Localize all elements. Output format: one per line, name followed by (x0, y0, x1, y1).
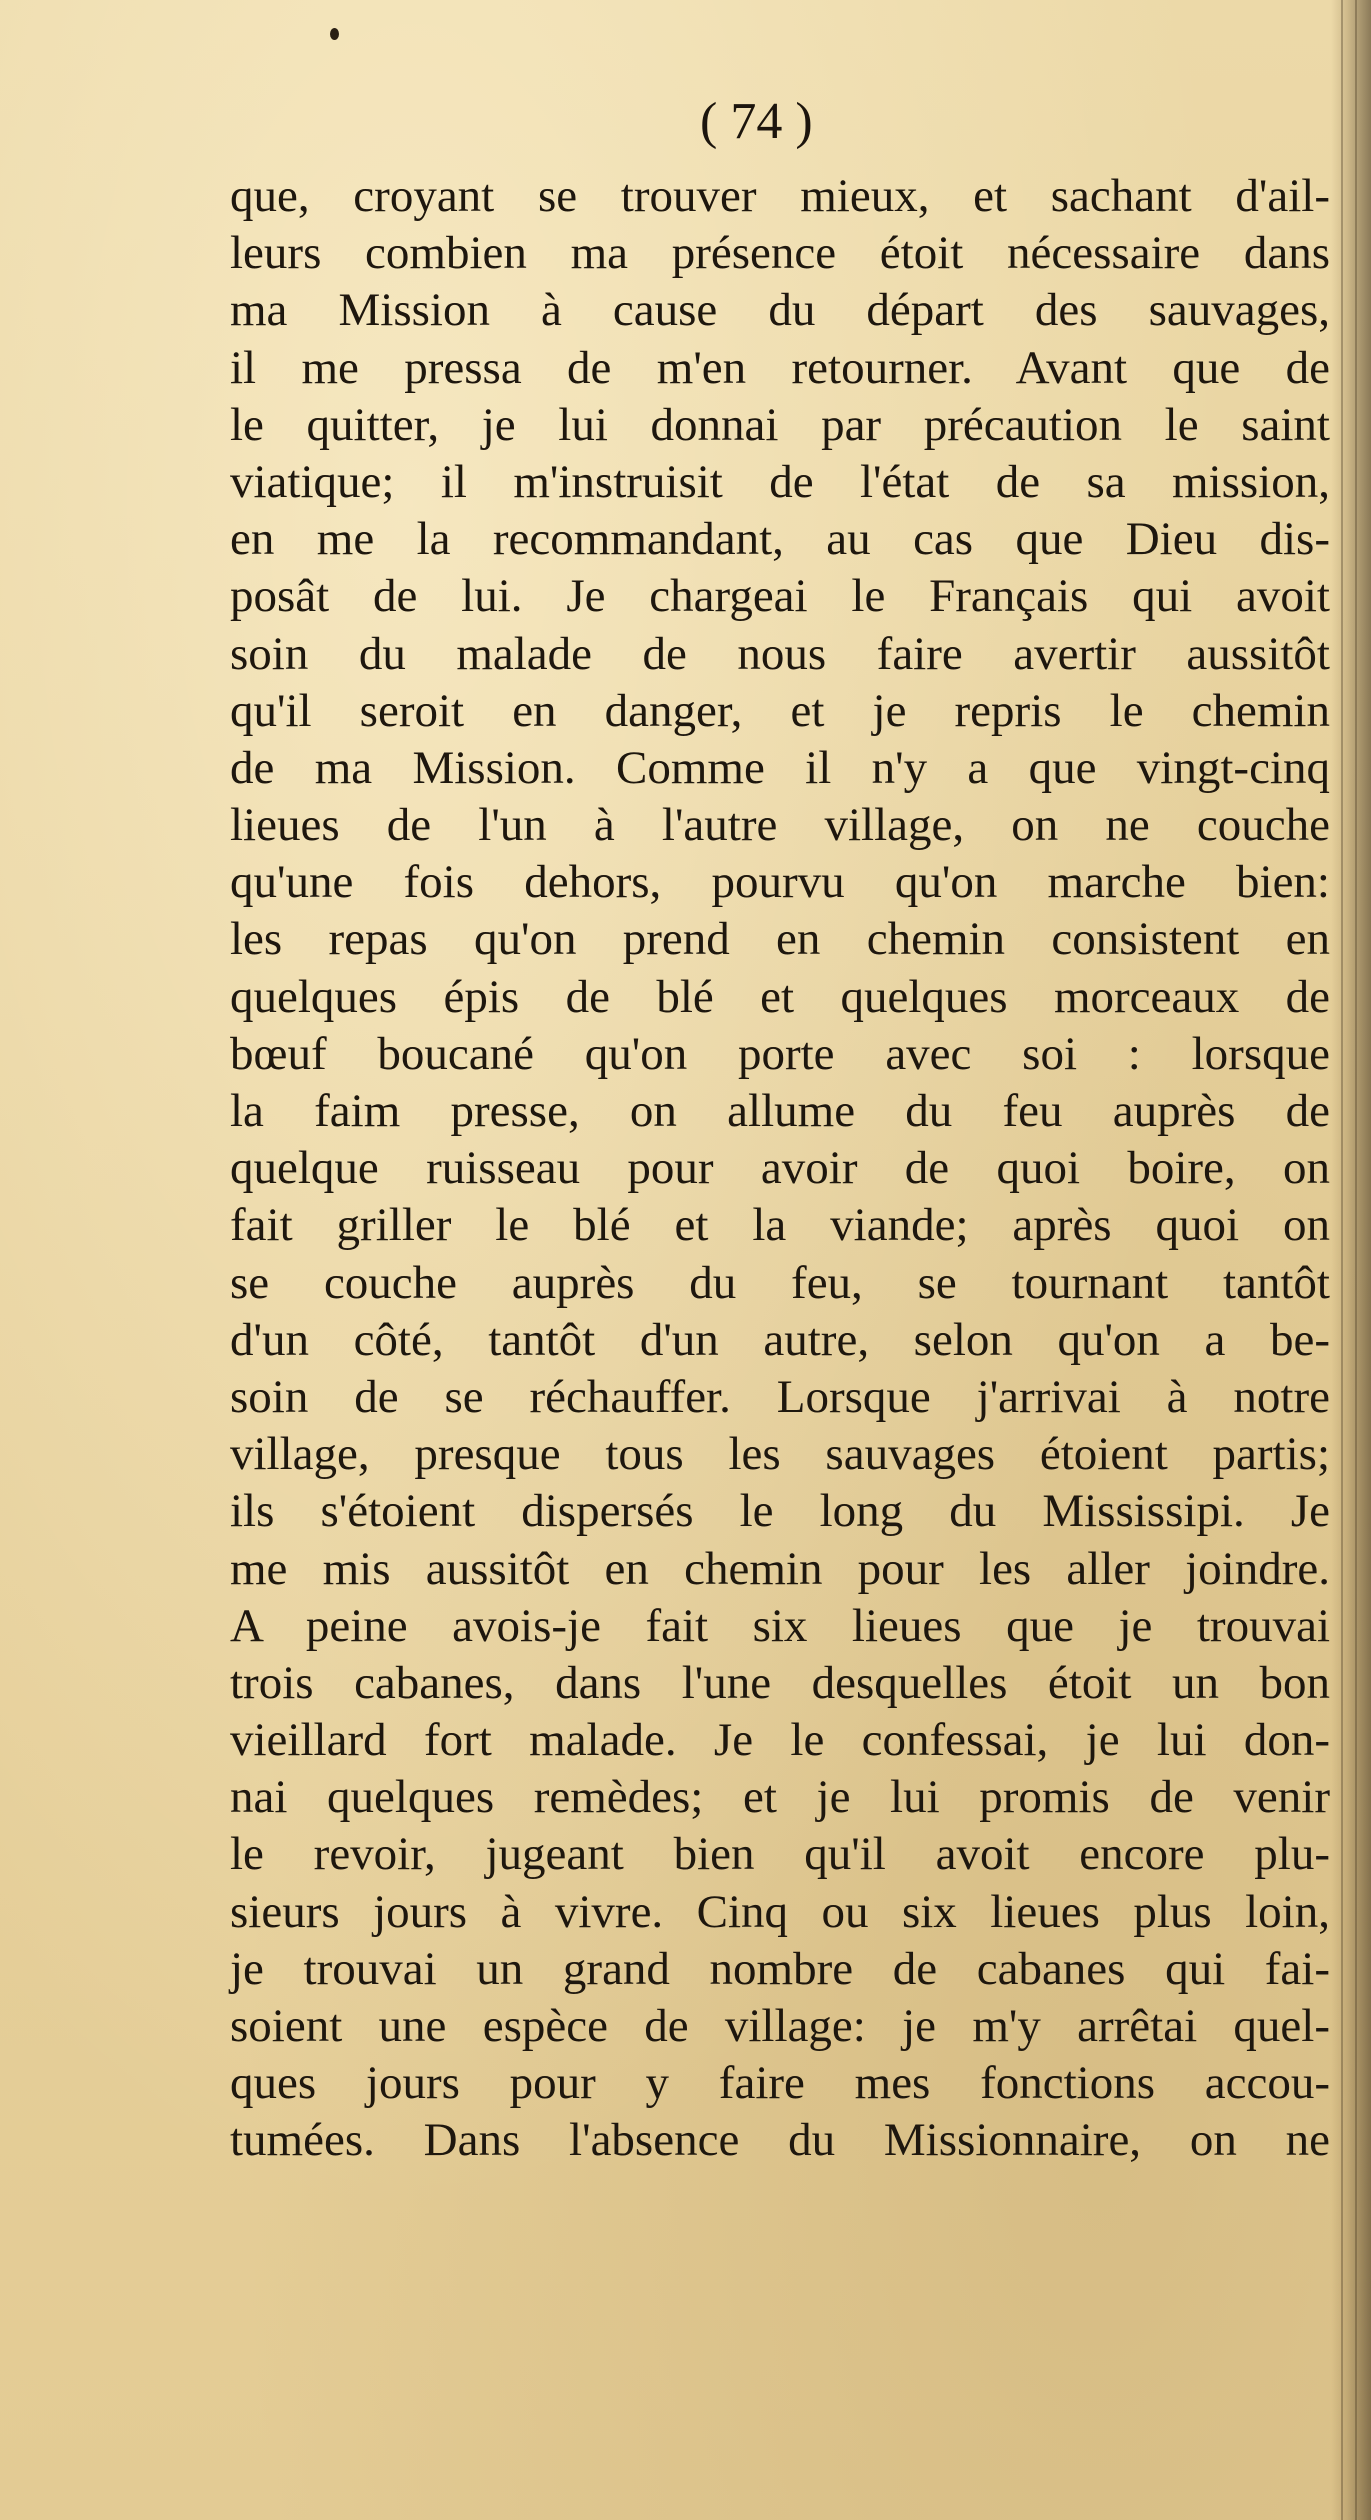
text-line: fait griller le blé et la viande; après quoi on (230, 1199, 1330, 1252)
text-line: il me pressa de m'en retourner. Avant que de (230, 341, 1330, 394)
text-line: village, presque tous les sauvages étoient partis; (230, 1428, 1330, 1481)
text-line: quelque ruisseau pour avoir de quoi boire, on (230, 1142, 1330, 1195)
text-line: qu'une fois dehors, pourvu qu'on marche bien: (230, 856, 1330, 909)
text-line: nai quelques remèdes; et je lui promis de venir (230, 1771, 1330, 1824)
text-line: viatique; il m'instruisit de l'état de sa mission, (230, 455, 1330, 508)
text-line: leurs combien ma présence étoit nécessaire dans (230, 227, 1330, 280)
ink-speck (330, 28, 339, 40)
text-line: posât de lui. Je chargeai le Français qui avoit (230, 570, 1330, 623)
text-line: A peine avois-je fait six lieues que je trouvai (230, 1599, 1330, 1652)
text-line: vieillard fort malade. Je le confessai, je lui don- (230, 1714, 1330, 1767)
text-line: trois cabanes, dans l'une desquelles étoit un bon (230, 1656, 1330, 1709)
text-line: se couche auprès du feu, se tournant tantôt (230, 1256, 1330, 1309)
text-line: le revoir, jugeant bien qu'il avoit encore plu- (230, 1828, 1330, 1881)
text-line: le quitter, je lui donnai par précaution le saint (230, 398, 1330, 451)
text-line: de ma Mission. Comme il n'y a que vingt-cinq (230, 741, 1330, 794)
text-line: lieues de l'un à l'autre village, on ne couche (230, 799, 1330, 852)
text-line: ques jours pour y faire mes fonctions accou- (230, 2057, 1330, 2110)
page-edge-shadow (1331, 0, 1371, 2520)
text-line: bœuf boucané qu'on porte avec soi : lorsque (230, 1027, 1330, 1080)
body-text (230, 168, 1330, 2170)
text-line: me mis aussitôt en chemin pour les aller joindre. (230, 1542, 1330, 1595)
text-line: soin du malade de nous faire avertir aussitôt (230, 627, 1330, 680)
text-line: d'un côté, tantôt d'un autre, selon qu'on a be- (230, 1313, 1330, 1366)
text-line: les repas qu'on prend en chemin consistent en (230, 913, 1330, 966)
text-line: quelques épis de blé et quelques morceaux de (230, 970, 1330, 1023)
text-line: soin de se réchauffer. Lorsque j'arrivai à notre (230, 1370, 1330, 1423)
text-line: je trouvai un grand nombre de cabanes qui fai- (230, 1942, 1330, 1995)
page-number: ( 74 ) (700, 93, 813, 150)
text-line: en me la recommandant, au cas que Dieu dis- (230, 513, 1330, 566)
text-line: la faim presse, on allume du feu auprès de (230, 1085, 1330, 1137)
page-edge-line (1341, 0, 1343, 2520)
page-edge-line (1355, 0, 1357, 2520)
text-line: ma Mission à cause du départ des sauvages, (230, 284, 1330, 337)
text-line: qu'il seroit en danger, et je repris le chemin (230, 684, 1330, 737)
text-line: ils s'étoient dispersés le long du Mississipi. Je (230, 1485, 1330, 1538)
text-line: soient une espèce de village: je m'y arrêtai quel- (230, 2000, 1330, 2052)
text-line: tumées. Dans l'absence du Missionnaire, on ne (230, 2114, 1330, 2167)
text-line: que, croyant se trouver mieux, et sachant d'ail- (230, 170, 1330, 222)
text-line: sieurs jours à vivre. Cinq ou six lieues plus loin, (230, 1885, 1330, 1938)
